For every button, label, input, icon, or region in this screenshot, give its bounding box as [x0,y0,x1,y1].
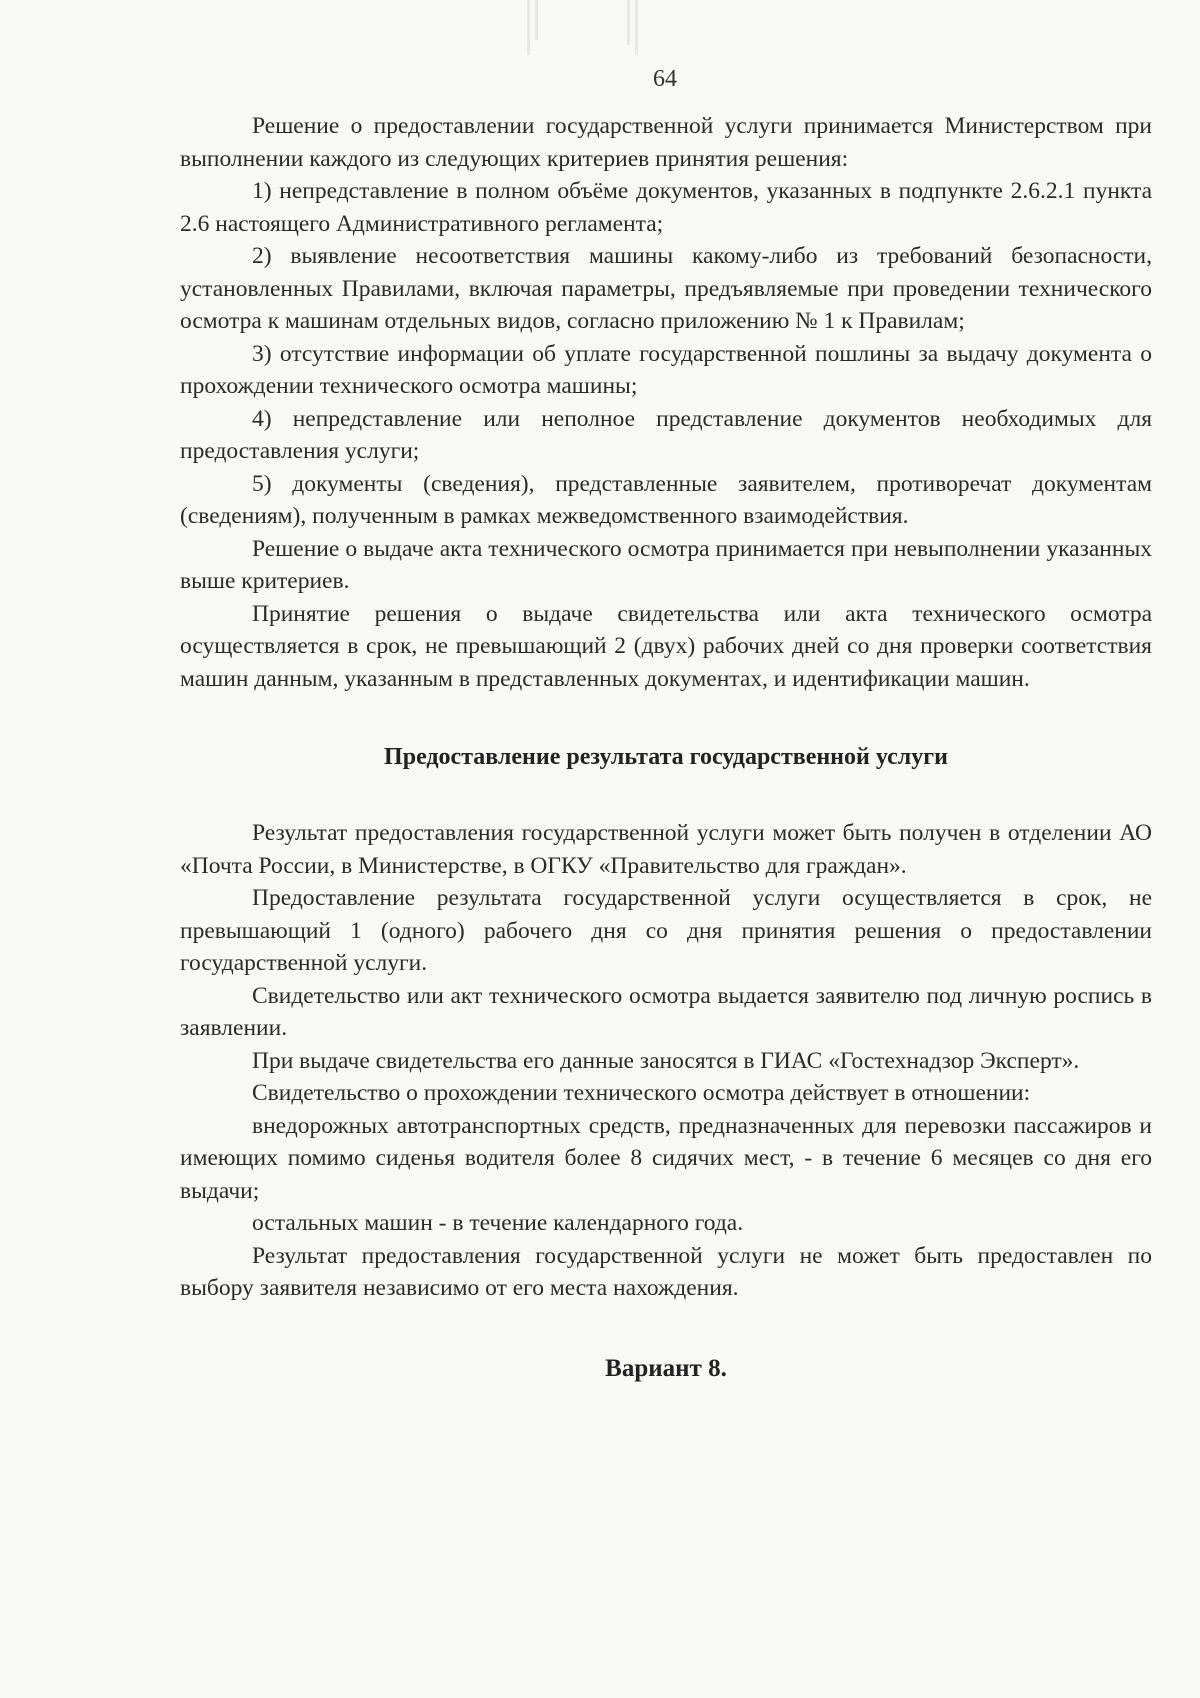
paragraph: При выдаче свидетельства его данные заносятся в ГИАС «Гостехнадзор Эксперт». [252,1047,1080,1074]
paragraph: Решение о выдаче акта технического осмотра принимается при невыполнении указанных выше критериев. [180,535,1152,594]
paragraph: остальных машин - в течение календарного года. [252,1210,744,1236]
paragraph: внедорожных автотранспортных средств, предназначенных для перевозки пассажиров и имеющих помимо сиденья водителя более 8 сидячих мест, - в течение 6 месяцев со дня его выдачи; [180,1112,1152,1204]
document-body [180,110,1152,1385]
paragraph: Принятие решения о выдаче свидетельства или акта технического осмотра осуществляется в срок, не превышающий 2 (двух) рабочих дней со дня проверки соответствия машин данным, указанным в представленных документах, и идентификации машин. [180,600,1152,692]
paragraph: Результат предоставления государственной услуги может быть получен в отделении АО «Почта России, в Министерстве, в ОГКУ «Правительство для граждан». [180,820,1152,879]
list-item: 2) выявление несоответствия машины какому-либо из требований безопасности, установленных Правилами, включая параметры, предъявляемые при проведении технического осмотра к машинам отдельных видов, согласно приложению № 1 к Правилам; [180,243,1152,334]
paragraph: Решение о предоставлении государственной услуги принимается Министерством при выполнении каждого из следующих критериев принятия решения: [180,113,1152,172]
paragraph: Результат предоставления государственной услуги не может быть предоставлен по выбору заявителя независимо от его места нахождения. [180,1242,1152,1301]
list-item: 1) непредставление в полном объёме документов, указанных в подпункте 2.6.2.1 пункта 2.6 настоящего Административного регламента; [180,178,1152,237]
list-item: 5) документы (сведения), представленные заявителем, противоречат документам (сведениям), полученным в рамках межведомственного взаимодействия. [180,470,1152,529]
variant-heading: Вариант 8. [605,1354,727,1382]
list-item: 3) отсутствие информации об уплате государственной пошлины за выдачу документа о прохождении технического осмотра машины; [180,340,1152,399]
paragraph: Предоставление результата государственной услуги осуществляется в срок, не превышающий 1 (одного) рабочего дня со дня принятия решения о предоставлении государственной услуги. [180,885,1152,976]
section-heading: Предоставление результата государственной услуги [384,744,948,770]
paragraph: Свидетельство или акт технического осмотра выдается заявителю под личную роспись в заявлении. [180,982,1152,1041]
page-number: 64 [653,66,677,92]
list-item: 4) непредставление или неполное представление документов необходимых для предоставления услуги; [180,405,1152,464]
paragraph: Свидетельство о прохождении технического осмотра действует в отношении: [252,1080,1031,1106]
scan-artifact [515,0,665,60]
